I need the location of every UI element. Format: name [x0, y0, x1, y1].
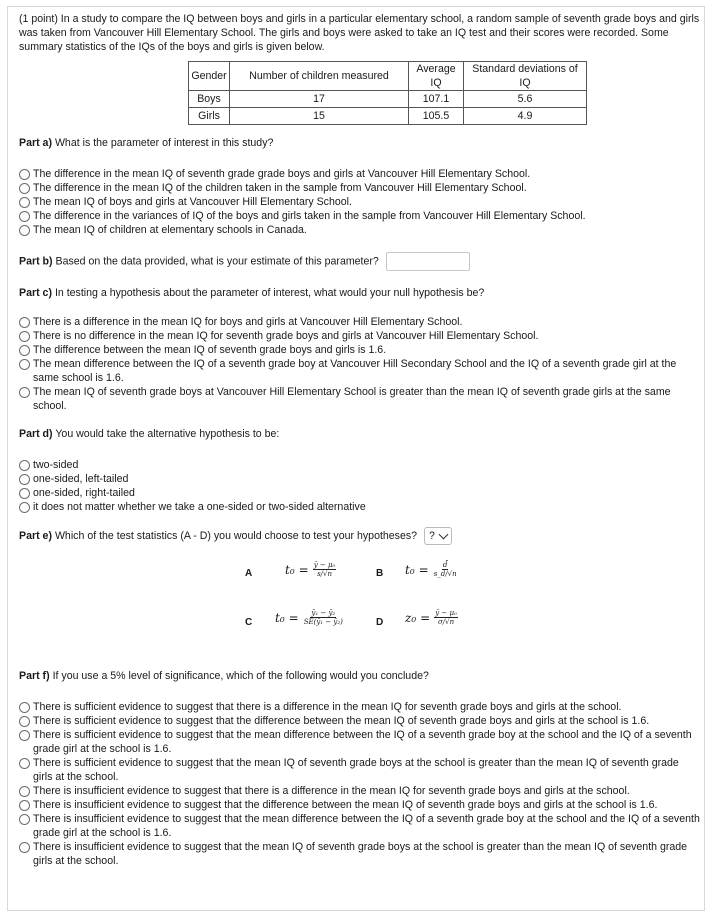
part-d-label: Part d) — [19, 428, 53, 440]
select-value: ? — [429, 530, 435, 542]
part-d-option[interactable]: one-sided, left-tailed — [19, 472, 701, 486]
table-cell: Girls — [189, 108, 230, 125]
part-e-question — [19, 527, 701, 545]
radio-button[interactable] — [19, 488, 30, 499]
part-c-label: Part c) — [19, 287, 52, 299]
formula-a: t₀ = $\frac{\text{ȳ − μ₀}}{s/√n}$ — [285, 561, 336, 578]
problem-intro: (1 point) In a study to compare the IQ between boys and girls in a particular elementary school, a random sample of seventh grade boys and girls was taken from Vancouver Hill Elementary School. The girls and boys were asked to take an IQ test and their scores were recorded. Some summary statistics of the IQs of the boys and girls is given below. — [19, 13, 700, 53]
table-cell: 17 — [230, 91, 409, 108]
part-c-option[interactable]: There is no difference in the mean IQ for seventh grade boys and girls at Vancouver Hill Elementary School. — [19, 329, 701, 343]
radio-button[interactable] — [19, 169, 30, 180]
part-f-option[interactable]: There is sufficient evidence to suggest that the difference between the mean IQ of seventh grade boys and girls at the school is 1.6. — [19, 714, 701, 728]
part-f-option[interactable]: There is insufficient evidence to suggest that the mean IQ of seventh grade boys at the school is greater than the mean IQ of seventh grade girls at the school. — [19, 840, 701, 868]
radio-button[interactable] — [19, 359, 30, 370]
part-f-option[interactable]: There is sufficient evidence to suggest that the mean IQ of seventh grade boys at the school is greater than the mean IQ of seventh grade girls at the school. — [19, 756, 701, 784]
part-c-text: In testing a hypothesis about the parameter of interest, what would your null hypothesis be? — [54, 287, 485, 299]
radio-button[interactable] — [19, 758, 30, 769]
part-c-options — [19, 315, 701, 413]
problem-content — [19, 12, 701, 868]
radio-button[interactable] — [19, 331, 30, 342]
part-c-option[interactable]: The mean IQ of seventh grade boys at Vancouver Hill Elementary School is greater than the mean IQ of seventh grade girls at the same school. — [19, 385, 701, 413]
table-header: Standard deviations of IQ — [464, 62, 587, 91]
part-b-answer-input[interactable] — [386, 252, 470, 271]
part-a-question — [19, 136, 701, 150]
table-header: Gender — [189, 62, 230, 91]
part-b-label: Part b) — [19, 255, 53, 268]
radio-button[interactable] — [19, 345, 30, 356]
formula-label: B — [376, 568, 384, 579]
radio-button[interactable] — [19, 317, 30, 328]
table-cell: 107.1 — [409, 91, 464, 108]
table-cell: 5.6 — [464, 91, 587, 108]
table-cell: 4.9 — [464, 108, 587, 125]
radio-button[interactable] — [19, 225, 30, 236]
radio-button[interactable] — [19, 460, 30, 471]
radio-button[interactable] — [19, 197, 30, 208]
radio-button[interactable] — [19, 814, 30, 825]
radio-button[interactable] — [19, 786, 30, 797]
radio-button[interactable] — [19, 730, 30, 741]
part-f-option[interactable]: There is sufficient evidence to suggest that there is a difference in the mean IQ for seventh grade boys and girls at the school. — [19, 700, 701, 714]
part-f-option[interactable]: There is insufficient evidence to suggest that the difference between the mean IQ of seventh grade boys and girls at the school is 1.6. — [19, 798, 701, 812]
table-cell: 15 — [230, 108, 409, 125]
part-e-text: Which of the test statistics (A - D) you would choose to test your hypotheses? — [54, 529, 418, 542]
part-d-option[interactable]: one-sided, right-tailed — [19, 486, 701, 500]
formula-label: D — [376, 617, 384, 628]
table-header: Number of children measured — [230, 62, 409, 91]
radio-button[interactable] — [19, 474, 30, 485]
part-e-label: Part e) — [19, 529, 52, 542]
formula-c: t₀ = $\frac{\text{ȳ₁ − ȳ₂}}{\text{SE(ȳ₁ − ȳ₂)}}$ — [275, 609, 343, 626]
part-a-options — [19, 167, 701, 237]
part-a-option[interactable]: The difference in the mean IQ of seventh grade grade boys and girls at Vancouver Hill Elementary School. — [19, 167, 701, 181]
table-header-row — [189, 62, 587, 91]
radio-button[interactable] — [19, 502, 30, 513]
formula-label: C — [245, 617, 253, 628]
part-f-option[interactable]: There is insufficient evidence to suggest that the mean difference between the IQ of a seventh grade boy at the school and the IQ of a seventh grade girl at the school is 1.6. — [19, 812, 701, 840]
problem-frame — [7, 6, 705, 911]
part-f-label: Part f) — [19, 670, 50, 682]
table-header: Average IQ — [409, 62, 464, 91]
part-d-option[interactable]: it does not matter whether we take a one-sided or two-sided alternative — [19, 500, 701, 514]
radio-button[interactable] — [19, 211, 30, 222]
table-cell: 105.5 — [409, 108, 464, 125]
part-f-text: If you use a 5% level of significance, which of the following would you conclude? — [52, 670, 429, 682]
chevron-down-icon — [438, 530, 448, 540]
part-f-options — [19, 700, 701, 868]
part-a-option[interactable]: The mean IQ of children at elementary schools in Canada. — [19, 223, 701, 237]
radio-button[interactable] — [19, 716, 30, 727]
formula-grid — [19, 549, 701, 669]
part-d-text: You would take the alternative hypothesis to be: — [55, 428, 280, 440]
table-cell: Boys — [189, 91, 230, 108]
radio-button[interactable] — [19, 183, 30, 194]
part-a-text: What is the parameter of interest in this study? — [54, 137, 274, 149]
radio-button[interactable] — [19, 842, 30, 853]
part-a-label: Part a) — [19, 137, 52, 149]
part-c-option[interactable]: The difference between the mean IQ of seventh grade boys and girls is 1.6. — [19, 343, 701, 357]
part-c-option[interactable]: There is a difference in the mean IQ for boys and girls at Vancouver Hill Elementary School. — [19, 315, 701, 329]
part-d-option[interactable]: two-sided — [19, 458, 701, 472]
part-c-question — [19, 286, 701, 300]
part-f-option[interactable]: There is insufficient evidence to suggest that there is a difference in the mean IQ for seventh grade boys and girls at the school. — [19, 784, 701, 798]
part-a-option[interactable]: The difference in the variances of IQ of the boys and girls taken in the sample from Vancouver Hill Elementary School. — [19, 209, 701, 223]
radio-button[interactable] — [19, 702, 30, 713]
radio-button[interactable] — [19, 800, 30, 811]
formula-d: z₀ = $\frac{\text{ȳ − μ₀}}{\sigma/√n}$ — [405, 609, 457, 626]
part-a-option[interactable]: The mean IQ of boys and girls at Vancouver Hill Elementary School. — [19, 195, 701, 209]
part-d-options — [19, 458, 701, 514]
radio-button[interactable] — [19, 387, 30, 398]
formula-b: t₀ = $\frac{d̄}{s\_d/√n}$ — [405, 561, 457, 578]
part-f-question — [19, 669, 701, 683]
part-a-option[interactable]: The difference in the mean IQ of the children taken in the sample from Vancouver Hill Elementary School. — [19, 181, 701, 195]
part-f-option[interactable]: There is sufficient evidence to suggest that the mean difference between the IQ of a seventh grade boy at the school and the IQ of a seventh grade girl at the school is 1.6. — [19, 728, 701, 756]
part-c-option[interactable]: The mean difference between the IQ of a seventh grade boy at Vancouver Hill Secondary School and the IQ of a seventh grade girl at the same school is 1.6. — [19, 357, 701, 385]
table-row — [189, 91, 587, 108]
part-b-question — [19, 252, 701, 271]
table-row — [189, 108, 587, 125]
summary-table — [188, 61, 587, 125]
formula-label: A — [245, 568, 253, 579]
part-b-text: Based on the data provided, what is your estimate of this parameter? — [55, 255, 379, 268]
part-d-question — [19, 427, 701, 441]
test-statistic-select[interactable] — [424, 527, 452, 545]
